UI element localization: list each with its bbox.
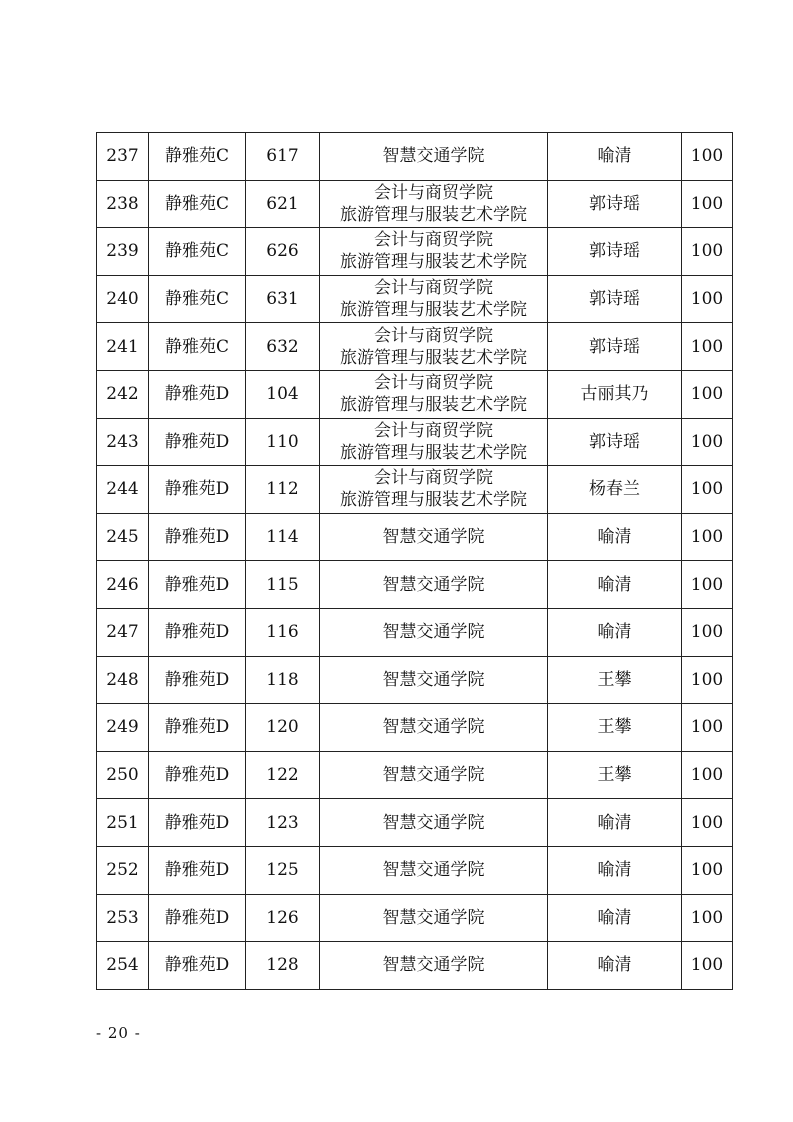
- building-cell: 静雅苑D: [149, 846, 246, 894]
- person-cell: 王攀: [548, 704, 682, 752]
- row-number-cell: 237: [97, 133, 149, 181]
- college-name: 智慧交通学院: [382, 717, 485, 738]
- table-row: [97, 942, 733, 990]
- score-cell: 100: [682, 608, 733, 656]
- building-cell: 静雅苑C: [149, 180, 246, 228]
- table-row: [97, 323, 733, 371]
- building-cell: 静雅苑D: [149, 608, 246, 656]
- room-cell: 617: [246, 133, 320, 181]
- row-number-cell: 239: [97, 228, 149, 276]
- table-row: [97, 656, 733, 704]
- score-cell: 100: [682, 704, 733, 752]
- college-cell: [320, 370, 548, 418]
- person-cell: 郭诗瑶: [548, 180, 682, 228]
- room-cell: 116: [246, 608, 320, 656]
- score-cell: 100: [682, 513, 733, 561]
- row-number-cell: 247: [97, 608, 149, 656]
- college-name: 智慧交通学院: [382, 955, 485, 976]
- college-name: 智慧交通学院: [382, 860, 485, 881]
- college-cell: [320, 656, 548, 704]
- college-name: 会计与商贸学院: [374, 325, 493, 346]
- score-cell: 100: [682, 133, 733, 181]
- row-number-cell: 238: [97, 180, 149, 228]
- room-cell: 621: [246, 180, 320, 228]
- college-cell: [320, 894, 548, 942]
- room-cell: 626: [246, 228, 320, 276]
- college-name: 会计与商贸学院: [374, 182, 493, 203]
- building-cell: 静雅苑D: [149, 751, 246, 799]
- score-cell: 100: [682, 751, 733, 799]
- row-number-cell: 246: [97, 561, 149, 609]
- table-row: [97, 561, 733, 609]
- building-cell: 静雅苑D: [149, 894, 246, 942]
- college-cell: [320, 418, 548, 466]
- score-cell: 100: [682, 370, 733, 418]
- table-row: [97, 133, 733, 181]
- college-cell: [320, 799, 548, 847]
- college-name: 会计与商贸学院: [374, 230, 493, 251]
- score-cell: 100: [682, 418, 733, 466]
- room-cell: 112: [246, 466, 320, 514]
- college-cell: [320, 275, 548, 323]
- score-cell: 100: [682, 180, 733, 228]
- row-number-cell: 250: [97, 751, 149, 799]
- room-cell: 110: [246, 418, 320, 466]
- college-name: 智慧交通学院: [382, 812, 485, 833]
- dormitory-score-table-wrapper: [96, 132, 732, 990]
- building-cell: 静雅苑D: [149, 370, 246, 418]
- building-cell: 静雅苑C: [149, 133, 246, 181]
- table-row: [97, 275, 733, 323]
- person-cell: 喻清: [548, 513, 682, 561]
- row-number-cell: 252: [97, 846, 149, 894]
- room-cell: 120: [246, 704, 320, 752]
- room-cell: 104: [246, 370, 320, 418]
- college-name: 会计与商贸学院: [374, 278, 493, 299]
- college-name: 会计与商贸学院: [374, 373, 493, 394]
- table-row: [97, 418, 733, 466]
- table-body: [97, 133, 733, 990]
- college-cell: [320, 561, 548, 609]
- person-cell: 郭诗瑶: [548, 228, 682, 276]
- row-number-cell: 248: [97, 656, 149, 704]
- room-cell: 114: [246, 513, 320, 561]
- room-cell: 631: [246, 275, 320, 323]
- table-row: [97, 846, 733, 894]
- score-cell: 100: [682, 942, 733, 990]
- room-cell: 632: [246, 323, 320, 371]
- college-cell: [320, 133, 548, 181]
- room-cell: 128: [246, 942, 320, 990]
- college-name: 旅游管理与服装艺术学院: [340, 300, 527, 321]
- page-number: - 20 -: [96, 1024, 141, 1042]
- building-cell: 静雅苑C: [149, 323, 246, 371]
- table-row: [97, 228, 733, 276]
- building-cell: 静雅苑D: [149, 513, 246, 561]
- person-cell: 喻清: [548, 942, 682, 990]
- person-cell: 喻清: [548, 799, 682, 847]
- table-row: [97, 513, 733, 561]
- table-row: [97, 370, 733, 418]
- building-cell: 静雅苑D: [149, 704, 246, 752]
- room-cell: 122: [246, 751, 320, 799]
- dormitory-score-table: [96, 132, 733, 990]
- college-cell: [320, 704, 548, 752]
- building-cell: 静雅苑D: [149, 942, 246, 990]
- college-cell: [320, 846, 548, 894]
- college-name: 旅游管理与服装艺术学院: [340, 204, 527, 225]
- table-row: [97, 894, 733, 942]
- college-name: 旅游管理与服装艺术学院: [340, 490, 527, 511]
- college-name: 旅游管理与服装艺术学院: [340, 442, 527, 463]
- score-cell: 100: [682, 275, 733, 323]
- college-cell: [320, 513, 548, 561]
- college-cell: [320, 323, 548, 371]
- building-cell: 静雅苑D: [149, 799, 246, 847]
- college-name: 会计与商贸学院: [374, 468, 493, 489]
- room-cell: 118: [246, 656, 320, 704]
- college-name: 智慧交通学院: [382, 907, 485, 928]
- college-name: 旅游管理与服装艺术学院: [340, 395, 527, 416]
- college-name: 旅游管理与服装艺术学院: [340, 252, 527, 273]
- person-cell: 郭诗瑶: [548, 275, 682, 323]
- row-number-cell: 241: [97, 323, 149, 371]
- person-cell: 喻清: [548, 846, 682, 894]
- college-cell: [320, 751, 548, 799]
- college-cell: [320, 942, 548, 990]
- table-row: [97, 751, 733, 799]
- person-cell: 王攀: [548, 656, 682, 704]
- row-number-cell: 249: [97, 704, 149, 752]
- row-number-cell: 242: [97, 370, 149, 418]
- table-row: [97, 704, 733, 752]
- college-cell: [320, 466, 548, 514]
- building-cell: 静雅苑C: [149, 275, 246, 323]
- college-cell: [320, 608, 548, 656]
- score-cell: 100: [682, 656, 733, 704]
- college-name: 智慧交通学院: [382, 574, 485, 595]
- score-cell: 100: [682, 228, 733, 276]
- college-name: 智慧交通学院: [382, 765, 485, 786]
- building-cell: 静雅苑C: [149, 228, 246, 276]
- building-cell: 静雅苑D: [149, 561, 246, 609]
- college-name: 智慧交通学院: [382, 622, 485, 643]
- person-cell: 喻清: [548, 133, 682, 181]
- row-number-cell: 245: [97, 513, 149, 561]
- score-cell: 100: [682, 323, 733, 371]
- person-cell: 喻清: [548, 894, 682, 942]
- person-cell: 郭诗瑶: [548, 323, 682, 371]
- building-cell: 静雅苑D: [149, 418, 246, 466]
- person-cell: 王攀: [548, 751, 682, 799]
- college-cell: [320, 180, 548, 228]
- row-number-cell: 253: [97, 894, 149, 942]
- score-cell: 100: [682, 799, 733, 847]
- row-number-cell: 251: [97, 799, 149, 847]
- person-cell: 郭诗瑶: [548, 418, 682, 466]
- person-cell: 杨春兰: [548, 466, 682, 514]
- score-cell: 100: [682, 894, 733, 942]
- room-cell: 115: [246, 561, 320, 609]
- college-name: 会计与商贸学院: [374, 420, 493, 441]
- score-cell: 100: [682, 561, 733, 609]
- score-cell: 100: [682, 846, 733, 894]
- row-number-cell: 243: [97, 418, 149, 466]
- row-number-cell: 240: [97, 275, 149, 323]
- table-row: [97, 799, 733, 847]
- room-cell: 123: [246, 799, 320, 847]
- table-row: [97, 608, 733, 656]
- person-cell: 喻清: [548, 608, 682, 656]
- room-cell: 125: [246, 846, 320, 894]
- person-cell: 喻清: [548, 561, 682, 609]
- row-number-cell: 244: [97, 466, 149, 514]
- college-cell: [320, 228, 548, 276]
- college-name: 智慧交通学院: [382, 669, 485, 690]
- building-cell: 静雅苑D: [149, 656, 246, 704]
- college-name: 智慧交通学院: [382, 527, 485, 548]
- table-row: [97, 180, 733, 228]
- row-number-cell: 254: [97, 942, 149, 990]
- college-name: 智慧交通学院: [382, 146, 485, 167]
- building-cell: 静雅苑D: [149, 466, 246, 514]
- room-cell: 126: [246, 894, 320, 942]
- college-name: 旅游管理与服装艺术学院: [340, 347, 527, 368]
- person-cell: 古丽其乃: [548, 370, 682, 418]
- table-row: [97, 466, 733, 514]
- score-cell: 100: [682, 466, 733, 514]
